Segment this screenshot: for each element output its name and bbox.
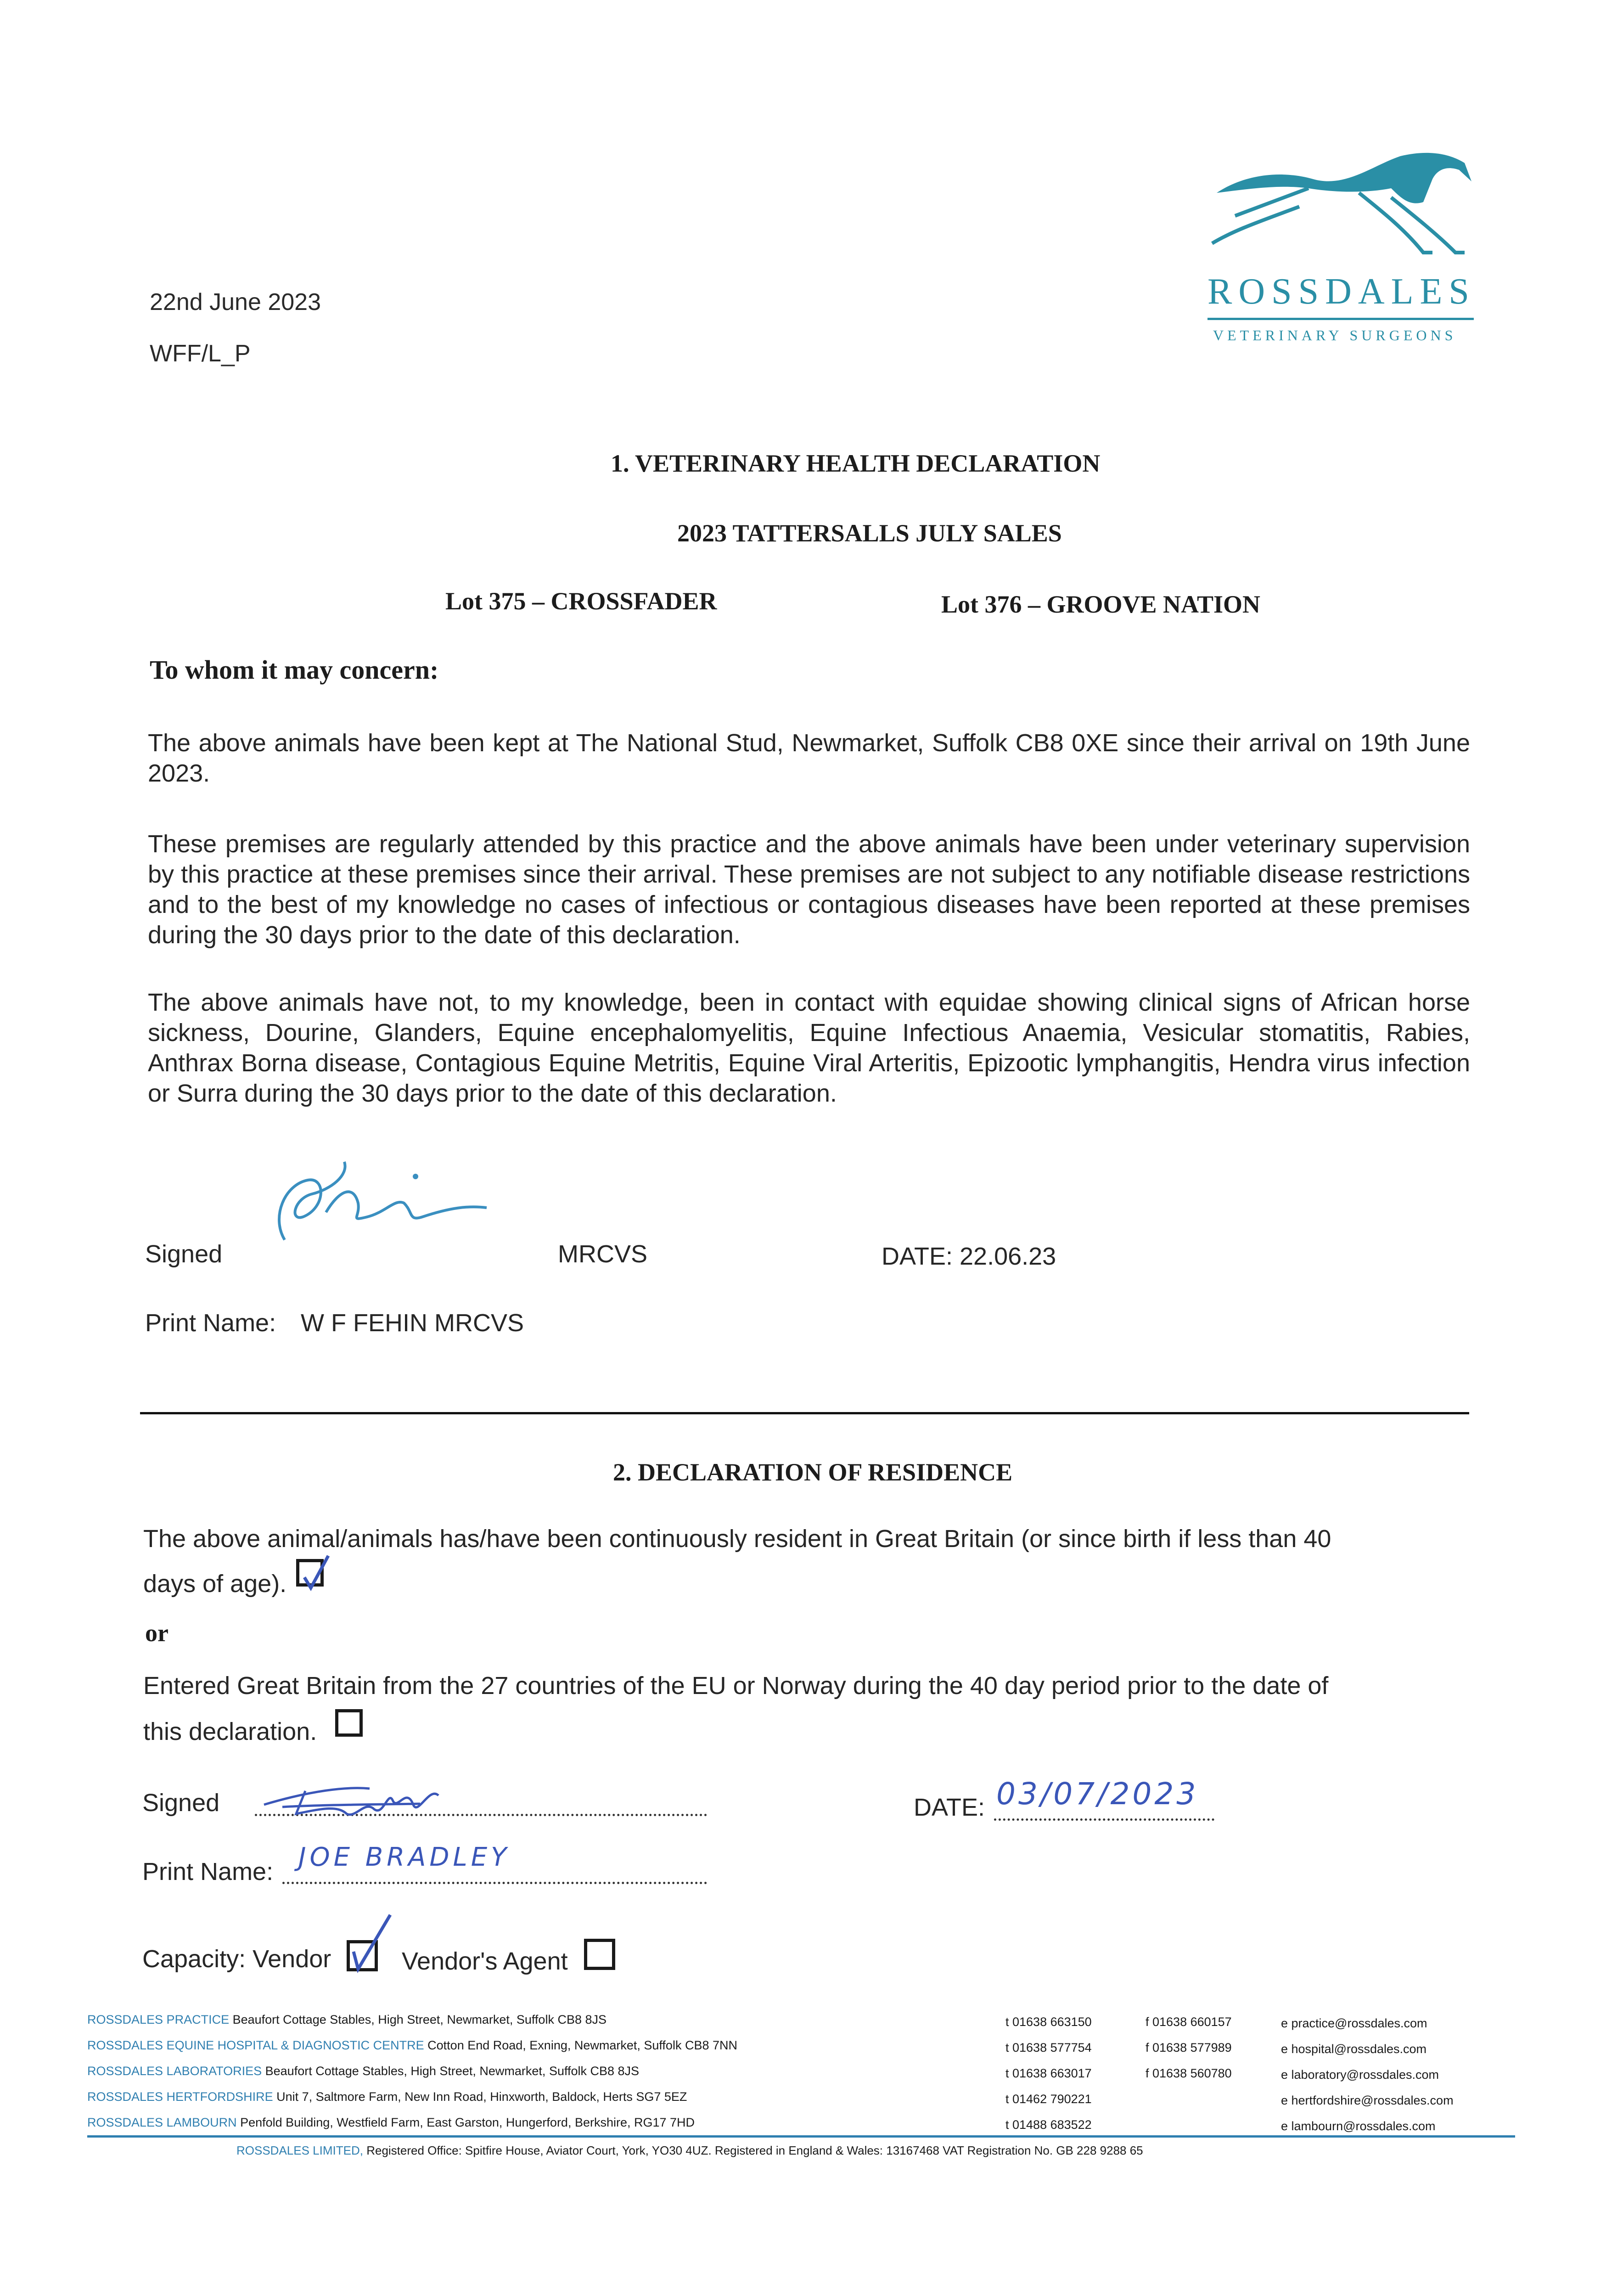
footer-row: ROSSDALES EQUINE HOSPITAL & DIAGNOSTIC CENTRE Cotton End Road, Exning, Newmarket, Suffolk CB8 7NN <box>87 2038 737 2052</box>
footer-row: ROSSDALES LAMBOURN Penfold Building, Westfield Farm, East Garston, Hungerford, Berkshire, RG17 7HD <box>87 2116 695 2129</box>
capacity-vendor-label: Capacity: Vendor <box>142 1945 331 1973</box>
footer-emails: e practice@rossdales.com e hospital@rossdales.com e laboratory@rossdales.com e hertfordshire@rossdales.com e lambourn@rossdales.com <box>1281 2016 1454 2133</box>
section1-subtitle: 2023 TATTERSALLS JULY SALES <box>677 519 1062 547</box>
vendor-date-value: 03/07/2023 <box>996 1776 1199 1812</box>
rossdales-logo <box>1207 138 1483 354</box>
section2-title: 2. DECLARATION OF RESIDENCE <box>613 1458 1013 1486</box>
vet-signature-icon <box>257 1148 496 1267</box>
vet-signed-label: Signed <box>145 1240 223 1268</box>
letter-reference: WFF/L_P <box>150 340 251 367</box>
vendor-date-label: DATE: <box>914 1794 985 1821</box>
checkmark-icon <box>349 1910 395 1975</box>
vendor-print-name-label: Print Name: <box>142 1858 274 1885</box>
vet-print-name-value: W F FEHIN MRCVS <box>301 1309 524 1337</box>
vendor-agent-checkbox[interactable] <box>584 1939 615 1970</box>
vet-print-name-label: Print Name: <box>145 1309 276 1337</box>
residence-option1-line2: days of age). <box>143 1570 287 1598</box>
footer-row: ROSSDALES LABORATORIES Beaufort Cottage Stables, High Street, Newmarket, Suffolk CB8 8JS <box>87 2064 640 2078</box>
vet-mrcvs: MRCVS <box>558 1240 648 1268</box>
vendor-print-name-value: JOE BRADLEY <box>298 1842 511 1872</box>
footer-row: ROSSDALES HERTFORDSHIRE Unit 7, Saltmore Farm, New Inn Road, Hinxworth, Baldock, Herts SG7 5EZ <box>87 2090 687 2104</box>
footer-faxes: f 01638 660157 f 01638 577989 f 01638 560780 <box>1146 2015 1232 2080</box>
footer-registered-office: ROSSDALES LIMITED, Registered Office: Spitfire House, Aviator Court, York, YO30 4UZ. Registered in England & Wales: 13167468 VAT Registration No. GB 228 9288 65 <box>236 2144 1143 2157</box>
checkmark-icon <box>296 1552 333 1593</box>
vendor-signature-icon <box>255 1773 484 1823</box>
residence-option1-line1: The above animal/animals has/have been continuously resident in Great Britain (or since birth if less than 40 <box>143 1525 1331 1553</box>
letter-date: 22nd June 2023 <box>150 289 321 315</box>
or-label: or <box>145 1619 168 1647</box>
logo-tagline: VETERINARY SURGEONS <box>1213 327 1457 343</box>
horse-logo-icon <box>1207 138 1483 276</box>
salutation: To whom it may concern: <box>150 655 439 685</box>
paragraph-contact: The above animals have not, to my knowledge, been in contact with equidae showing clinical signs of African horse sickness, Dourine, Glanders, Equine encephalomyelitis, Equine Infectious Anaemia, Vesicular stomatitis, Rabies, Anthrax Borna disease, Contagious Equine Metritis, Equine Viral Arteritis, Epizootic lymphangitis, Hendra virus infection or Surra during the 30 days prior to the date of this declaration. <box>148 989 1470 1107</box>
paragraph-arrival: The above animals have been kept at The National Stud, Newmarket, Suffolk CB8 0XE since their arrival on 19th June 2023. <box>148 729 1470 787</box>
lot-375: Lot 375 – CROSSFADER <box>445 587 717 615</box>
footer-row: ROSSDALES PRACTICE Beaufort Cottage Stables, High Street, Newmarket, Suffolk CB8 8JS <box>87 2013 607 2026</box>
residence-option2-line2: this declaration. <box>143 1718 317 1745</box>
residence-option2-line1: Entered Great Britain from the 27 countries of the EU or Norway during the 40 day period prior to the date of <box>143 1672 1329 1699</box>
lot-376: Lot 376 – GROOVE NATION <box>941 591 1261 618</box>
section-divider <box>140 1412 1469 1414</box>
logo-name: ROSSDALES <box>1207 271 1476 312</box>
footer-addresses <box>87 2007 737 2135</box>
vet-date: DATE: 22.06.23 <box>882 1243 1056 1270</box>
entered-gb-checkbox[interactable] <box>335 1709 363 1737</box>
paragraph-premises: These premises are regularly attended by this practice and the above animals have been under veterinary supervision by this practice at these premises since their arrival. These premises are not subject to any notifiable disease restrictions and to the best of my knowledge no cases of infectious or contagious diseases have been reported at these premises during the 30 days prior to the date of this declaration. <box>148 830 1470 949</box>
footer-phones: t 01638 663150 t 01638 577754 t 01638 663017 t 01462 790221 t 01488 683522 <box>1005 2015 1092 2132</box>
capacity-agent-label: Vendor's Agent <box>402 1947 568 1975</box>
vendor-signed-label: Signed <box>142 1789 220 1817</box>
section1-title: 1. VETERINARY HEALTH DECLARATION <box>611 450 1101 477</box>
